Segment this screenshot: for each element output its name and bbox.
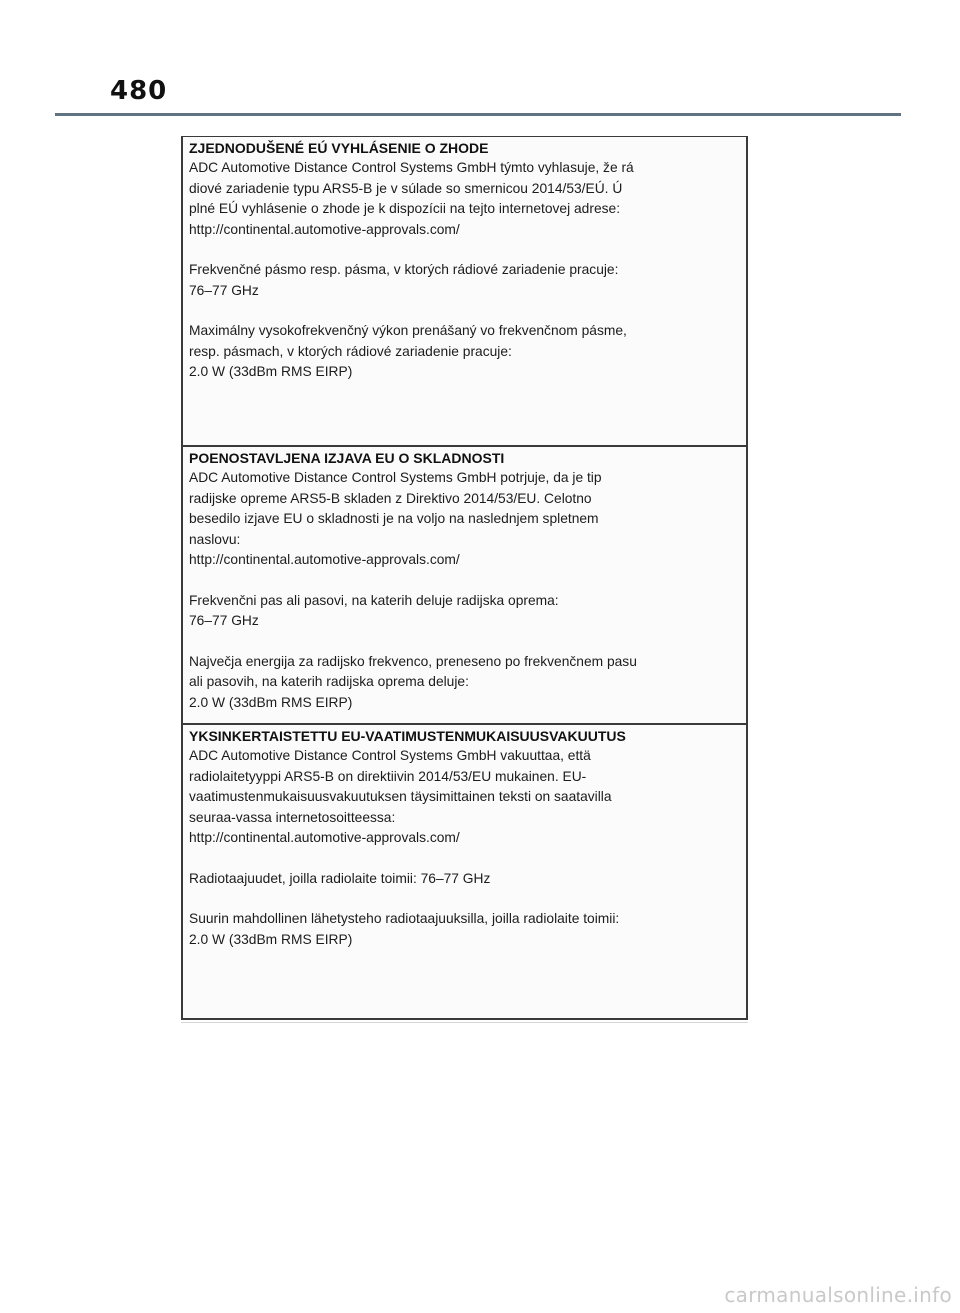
- declaration-section-finnish: [183, 723, 746, 1019]
- power-text: Maximálny vysokofrekvenčný výkon prenášaný vo frekvenčnom pásme, resp. pásmach, v ktorých rádiové zariadenie pracuje: 2.0 W (33dBm RMS EIRP): [189, 323, 627, 379]
- declaration-text: ADC Automotive Distance Control Systems GmbH týmto vyhlasuje, že rá diové zariadenie typu ARS5-B je v súlade so smernicou 2014/53/EÚ. Ú plné EÚ vyhlásenie o zhode je k dispozícii na tejto internetovej adrese: http://continental.automotive-approvals.com/: [189, 160, 634, 237]
- declaration-scan: [181, 136, 748, 1020]
- watermark: carmanualsonline.info: [724, 1283, 952, 1307]
- frequency-text: Frekvenčni pas ali pasovi, na katerih deluje radijska oprema: 76–77 GHz: [189, 592, 559, 628]
- scan-edge: [181, 1022, 748, 1023]
- power-text: Suurin mahdollinen lähetysteho radiotaajuuksilla, joilla radiolaite toimii: 2.0 W (33dBm RMS EIRP): [189, 911, 620, 947]
- power-text: Največja energija za radijsko frekvenco, preneseno po frekvenčnem pasu ali pasovih, na katerih radijska oprema deluje: 2.0 W (33dBm RMS EIRP): [189, 653, 637, 710]
- page-number: 480: [110, 76, 168, 106]
- frequency-text: Frekvenčné pásmo resp. pásma, v ktorých rádiové zariadenie pracuje: 76–77 GHz: [189, 262, 619, 298]
- declaration-text: ADC Automotive Distance Control Systems GmbH vakuuttaa, että radiolaitetyyppi ARS5-B on direktiivin 2014/53/EU mukainen. EU- vaatimustenmukaisuusvakuutuksen täysimittainen teksti on saatavilla seuraa-vassa internetosoitteessa: http://continental.automotive-approvals.com/: [189, 748, 612, 845]
- frequency-text: Radiotaajuudet, joilla radiolaite toimii: 76–77 GHz: [189, 870, 491, 886]
- declaration-section-slovenian: [183, 445, 746, 723]
- section-title: ZJEDNODUŠENÉ EÚ VYHLÁSENIE O ZHODE: [189, 140, 489, 156]
- section-title: POENOSTAVLJENA IZJAVA EU O SKLADNOSTI: [189, 450, 505, 466]
- header-divider: [55, 113, 901, 116]
- declaration-section-slovak: [183, 137, 746, 445]
- section-title: YKSINKERTAISTETTU EU-VAATIMUSTENMUKAISUUSVAKUUTUS: [189, 728, 626, 744]
- declaration-text: ADC Automotive Distance Control Systems GmbH potrjuje, da je tip radijske opreme ARS5-B skladen z Direktivo 2014/53/EU. Celotno besedilo izjave EU o skladnosti je na voljo na naslednjem spletnem naslovu: http://continental.automotive-approvals.com/: [189, 470, 602, 567]
